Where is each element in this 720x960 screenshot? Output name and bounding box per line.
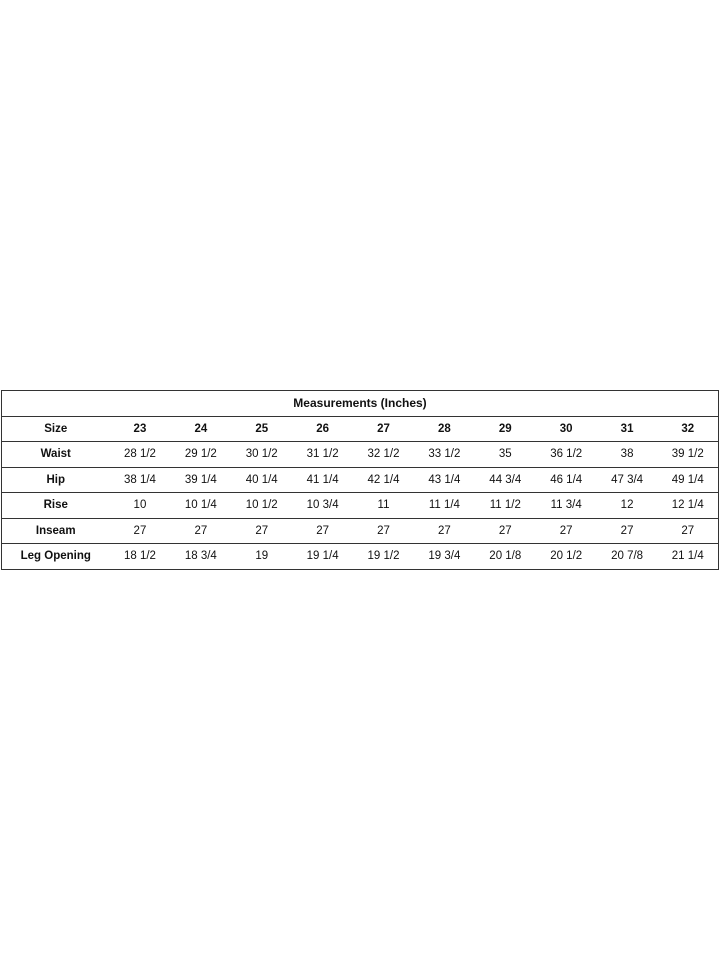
size-chart-container	[1, 390, 719, 570]
table-cell: 20 1/8	[475, 544, 536, 570]
table-cell: 10 1/4	[170, 493, 231, 519]
table-cell: 39 1/2	[658, 442, 719, 468]
size-header-cell: 31	[597, 416, 658, 442]
row-label: Rise	[2, 493, 110, 519]
row-label: Inseam	[2, 518, 110, 544]
size-chart-table	[1, 390, 719, 570]
table-cell: 49 1/4	[658, 467, 719, 493]
table-title: Measurements (Inches)	[2, 391, 719, 417]
table-cell: 40 1/4	[231, 467, 292, 493]
table-cell: 27	[597, 518, 658, 544]
table-cell: 11 1/2	[475, 493, 536, 519]
size-header-cell: 25	[231, 416, 292, 442]
table-cell: 27	[353, 518, 414, 544]
size-header-cell: 30	[536, 416, 597, 442]
table-cell: 19 1/2	[353, 544, 414, 570]
table-cell: 19 1/4	[292, 544, 353, 570]
table-cell: 38 1/4	[110, 467, 171, 493]
table-cell: 19 3/4	[414, 544, 475, 570]
table-cell: 36 1/2	[536, 442, 597, 468]
table-cell: 35	[475, 442, 536, 468]
table-cell: 27	[231, 518, 292, 544]
table-cell: 20 7/8	[597, 544, 658, 570]
table-cell: 12	[597, 493, 658, 519]
table-cell: 33 1/2	[414, 442, 475, 468]
table-row-leg-opening	[2, 544, 719, 570]
table-cell: 41 1/4	[292, 467, 353, 493]
table-cell: 47 3/4	[597, 467, 658, 493]
row-label: Hip	[2, 467, 110, 493]
size-header-label: Size	[2, 416, 110, 442]
size-header-cell: 26	[292, 416, 353, 442]
table-cell: 27	[414, 518, 475, 544]
table-cell: 38	[597, 442, 658, 468]
size-header-cell: 24	[170, 416, 231, 442]
row-label: Waist	[2, 442, 110, 468]
table-cell: 44 3/4	[475, 467, 536, 493]
table-cell: 27	[110, 518, 171, 544]
table-cell: 27	[536, 518, 597, 544]
table-cell: 42 1/4	[353, 467, 414, 493]
table-title-row	[2, 391, 719, 417]
row-label: Leg Opening	[2, 544, 110, 570]
table-cell: 10 1/2	[231, 493, 292, 519]
table-cell: 11 3/4	[536, 493, 597, 519]
table-cell: 27	[658, 518, 719, 544]
table-cell: 29 1/2	[170, 442, 231, 468]
table-row-waist	[2, 442, 719, 468]
table-cell: 30 1/2	[231, 442, 292, 468]
table-cell: 10 3/4	[292, 493, 353, 519]
table-cell: 12 1/4	[658, 493, 719, 519]
table-cell: 43 1/4	[414, 467, 475, 493]
table-cell: 18 3/4	[170, 544, 231, 570]
table-cell: 31 1/2	[292, 442, 353, 468]
table-cell: 21 1/4	[658, 544, 719, 570]
table-cell: 32 1/2	[353, 442, 414, 468]
size-header-cell: 28	[414, 416, 475, 442]
table-cell: 18 1/2	[110, 544, 171, 570]
table-cell: 27	[475, 518, 536, 544]
table-cell: 20 1/2	[536, 544, 597, 570]
table-cell: 27	[292, 518, 353, 544]
size-header-cell: 27	[353, 416, 414, 442]
table-cell: 11 1/4	[414, 493, 475, 519]
size-header-row	[2, 416, 719, 442]
size-header-cell: 32	[658, 416, 719, 442]
table-cell: 46 1/4	[536, 467, 597, 493]
table-cell: 10	[110, 493, 171, 519]
table-cell: 11	[353, 493, 414, 519]
table-row-rise	[2, 493, 719, 519]
table-row-inseam	[2, 518, 719, 544]
table-cell: 39 1/4	[170, 467, 231, 493]
size-header-cell: 23	[110, 416, 171, 442]
table-cell: 19	[231, 544, 292, 570]
table-cell: 28 1/2	[110, 442, 171, 468]
size-header-cell: 29	[475, 416, 536, 442]
table-cell: 27	[170, 518, 231, 544]
table-row-hip	[2, 467, 719, 493]
